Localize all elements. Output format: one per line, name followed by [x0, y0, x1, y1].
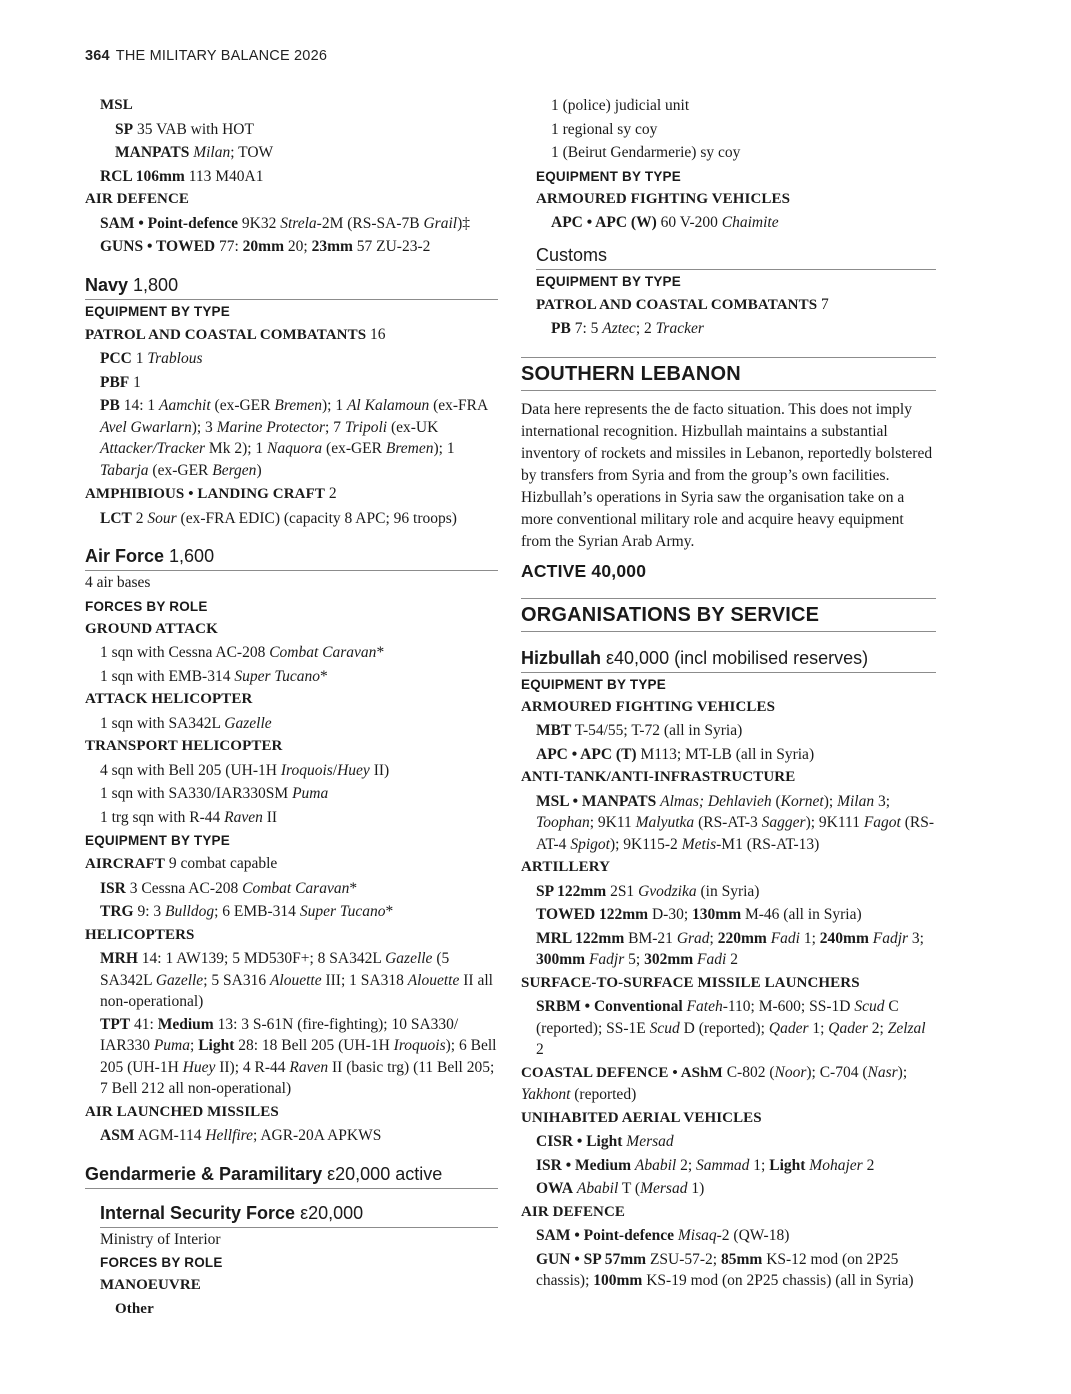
entry-line: PBF 1 — [100, 373, 141, 391]
entry-line: 1 (Beirut Gendarmerie) sy coy — [551, 144, 741, 161]
entry-line: PB 7: 5 Aztec; 2 Tracker — [551, 320, 704, 337]
right-column — [521, 94, 936, 1293]
entry-line: AIRCRAFT 9 combat capable — [85, 855, 278, 872]
entry-line: PCC 1 Trablous — [100, 350, 203, 367]
category-heading: MANOEUVRE — [100, 1277, 201, 1293]
entry-line: MBT T-54/55; T-72 (all in Syria) — [536, 722, 743, 739]
entry-line: TRG 9: 3 Bulldog; 6 EMB-314 Super Tucano* — [100, 903, 394, 920]
category-heading: AIR DEFENCE — [85, 191, 190, 207]
category-heading: UNIHABITED AERIAL VEHICLES — [521, 1109, 762, 1126]
category-heading: Other — [115, 1300, 154, 1317]
entry-line: 1 (police) judicial unit — [551, 97, 690, 114]
subheading: FORCES BY ROLE — [100, 1255, 223, 1270]
category-heading: SURFACE-TO-SURFACE MISSILE LAUNCHERS — [521, 974, 860, 991]
entry-line: 4 sqn with Bell 205 (UH-1H Iroquois/Huey II) — [100, 761, 390, 779]
entry-paragraph: SRBM • Conventional Fateh-110; M-600; SS-1D Scud C (reported); SS-1E Scud D (reported); Qader 1; Qader 2; Zelzal 2 — [536, 998, 926, 1058]
entry-line: APC • APC (W) 60 V-200 Chaimite — [551, 214, 779, 231]
category-heading: MSL — [100, 97, 133, 113]
entry-line: SP 122mm 2S1 Gvodzika (in Syria) — [536, 882, 760, 900]
entry-paragraph: MRL 122mm BM-21 Grad; 220mm Fadi 1; 240mm Fadjr 3; 300mm Fadjr 5; 302mm Fadi 2 — [536, 929, 924, 968]
entry-paragraph: COASTAL DEFENCE • AShM C-802 (Noor); C-704 (Nasr); Yakhont (reported) — [521, 1063, 908, 1103]
category-heading: ATTACK HELICOPTER — [85, 691, 253, 707]
entry-line: PATROL AND COASTAL COMBATANTS 16 — [85, 325, 386, 343]
entry-line: CISR • Light Mersad — [536, 1133, 674, 1150]
entry-line: 1 regional sy coy — [551, 120, 658, 138]
category-heading: ANTI-TANK/ANTI-INFRASTRUCTURE — [521, 769, 796, 785]
entry-line: PATROL AND COASTAL COMBATANTS 7 — [536, 295, 829, 313]
entry-paragraph: MRH 14: 1 AW139; 5 MD530F+; 8 SA342L Gazelle (5 SA342L Gazelle; 5 SA316 Alouette III; 1 SA318 Alouette II all non-operational) — [100, 950, 493, 1010]
entry-line: Ministry of Interior — [100, 1230, 221, 1248]
category-heading: HELICOPTERS — [85, 926, 195, 943]
category-heading: ARMOURED FIGHTING VEHICLES — [521, 698, 776, 715]
entry-line: SP 35 VAB with HOT — [115, 120, 254, 138]
intro-paragraph: Data here represents the de facto situation. This does not imply international recognition. Hizbullah maintains a substantial inventory of rockets and missiles in Lebanon, reportedly bolstered by transfers from Syria and from the group’s own facilities. Hizbullah’s operations in Syria saw the organisation take on a more conventional military role and acquire heavy equipment from the Syrian Arab Army. — [521, 400, 933, 550]
category-heading: ARMOURED FIGHTING VEHICLES — [536, 190, 791, 207]
entry-line: TOWED 122mm D-30; 130mm M-46 (all in Syria) — [536, 906, 862, 923]
entry-line: 1 trg sqn with R-44 Raven II — [100, 808, 278, 826]
subheading: EQUIPMENT BY TYPE — [85, 303, 230, 319]
category-heading: TRANSPORT HELICOPTER — [85, 738, 283, 754]
entry-line: 4 air bases — [85, 574, 151, 591]
category-heading: ARTILLERY — [521, 859, 611, 875]
entry-paragraph: MSL • MANPATS Almas; Dehlavieh (Kornet); Milan 3; Toophan; 9K11 Malyutka (RS-AT-3 Sagger); 9K111 Fagot (RS-AT-4 Spigot); 9K115-2 Metis-M1 (RS-AT-13) — [536, 792, 935, 853]
entry-line: ISR 3 Cessna AC-208 Combat Caravan* — [100, 879, 358, 897]
category-heading: AIR LAUNCHED MISSILES — [85, 1103, 279, 1120]
entry-line: 1 sqn with Cessna AC-208 Combat Caravan* — [100, 644, 385, 661]
entry-line: APC • APC (T) M113; MT-LB (all in Syria) — [536, 745, 815, 763]
subheading: EQUIPMENT BY TYPE — [521, 676, 666, 692]
entry-line: AMPHIBIOUS • LANDING CRAFT 2 — [85, 485, 337, 502]
section-title-southern-lebanon: SOUTHERN LEBANON — [521, 357, 936, 391]
service-heading-hizbullah: Hizbullah ε40,000 (incl mobilised reserves) — [521, 646, 936, 673]
service-heading-navy: Navy 1,800 — [85, 273, 498, 300]
service-heading-gendarmerie: Gendarmerie & Paramilitary ε20,000 active — [85, 1162, 498, 1189]
active-strength: ACTIVE 40,000 — [521, 560, 647, 581]
entry-paragraph: GUN • SP 57mm ZSU-57-2; 85mm KS-12 mod (on 2P25 chassis); 100mm KS-19 mod (on 2P25 chassis) (all in Syria) — [536, 1250, 914, 1289]
subheading: EQUIPMENT BY TYPE — [536, 273, 681, 289]
entry-line: 1 sqn with EMB-314 Super Tucano* — [100, 667, 328, 685]
subheading: EQUIPMENT BY TYPE — [536, 168, 681, 184]
service-heading-customs: Customs — [536, 243, 936, 270]
category-heading: GROUND ATTACK — [85, 620, 218, 637]
entry-line: ISR • Medium Ababil 2; Sammad 1; Light Mohajer 2 — [536, 1156, 875, 1174]
entry-line: SAM • Point-defence 9K32 Strela-2M (RS-SA-7B Grail)‡ — [100, 214, 470, 232]
section-title-organisations: ORGANISATIONS BY SERVICE — [521, 598, 936, 632]
running-header — [85, 48, 327, 64]
entry-line: RCL 106mm 113 M40A1 — [100, 167, 264, 185]
entry-line: OWA Ababil T (Mersad 1) — [536, 1180, 705, 1197]
entry-paragraph: TPT 41: Medium 13: 3 S-61N (fire-fighting); 10 SA330/ IAR330 Puma; Light 28: 18 Bell 205 (UH-1H Iroquois); 6 Bell 205 (UH-1H Huey II); 4 R-44 Raven II (basic trg) (11 Bell 205; 7 Bell 212 all non-operational) — [100, 1015, 497, 1097]
entry-line: ASM AGM-114 Hellfire; AGR-20A APKWS — [100, 1127, 382, 1144]
entry-line: 1 sqn with SA330/IAR330SM Puma — [100, 785, 329, 802]
category-heading: AIR DEFENCE — [521, 1203, 626, 1220]
service-heading-isf: Internal Security Force ε20,000 — [100, 1201, 498, 1228]
subheading: EQUIPMENT BY TYPE — [85, 833, 230, 848]
entry-line: 1 sqn with SA342L Gazelle — [100, 714, 272, 732]
entry-line: MANPATS Milan; TOW — [115, 144, 274, 161]
entry-paragraph: PB 14: 1 Aamchit (ex-GER Bremen); 1 Al Kalamoun (ex-FRA Avel Gwarlarn); 3 Marine Protector; 7 Tripoli (ex-UK Attacker/Tracker Mk 2); 1 Naquora (ex-GER Bremen); 1 Tabarja (ex-GER Bergen) — [100, 397, 488, 479]
page-number: 364 — [85, 48, 110, 64]
left-column — [85, 94, 498, 1321]
subheading: FORCES BY ROLE — [85, 598, 208, 614]
service-heading-air-force: Air Force 1,600 — [85, 544, 498, 571]
publication-title: THE MILITARY BALANCE 2026 — [115, 48, 328, 64]
entry-line: GUNS • TOWED 77: 20mm 20; 23mm 57 ZU-23-2 — [100, 238, 431, 255]
entry-line: SAM • Point-defence Misaq-2 (QW-18) — [536, 1227, 790, 1244]
entry-line: LCT 2 Sour (ex-FRA EDIC) (capacity 8 APC; 96 troops) — [100, 509, 457, 527]
